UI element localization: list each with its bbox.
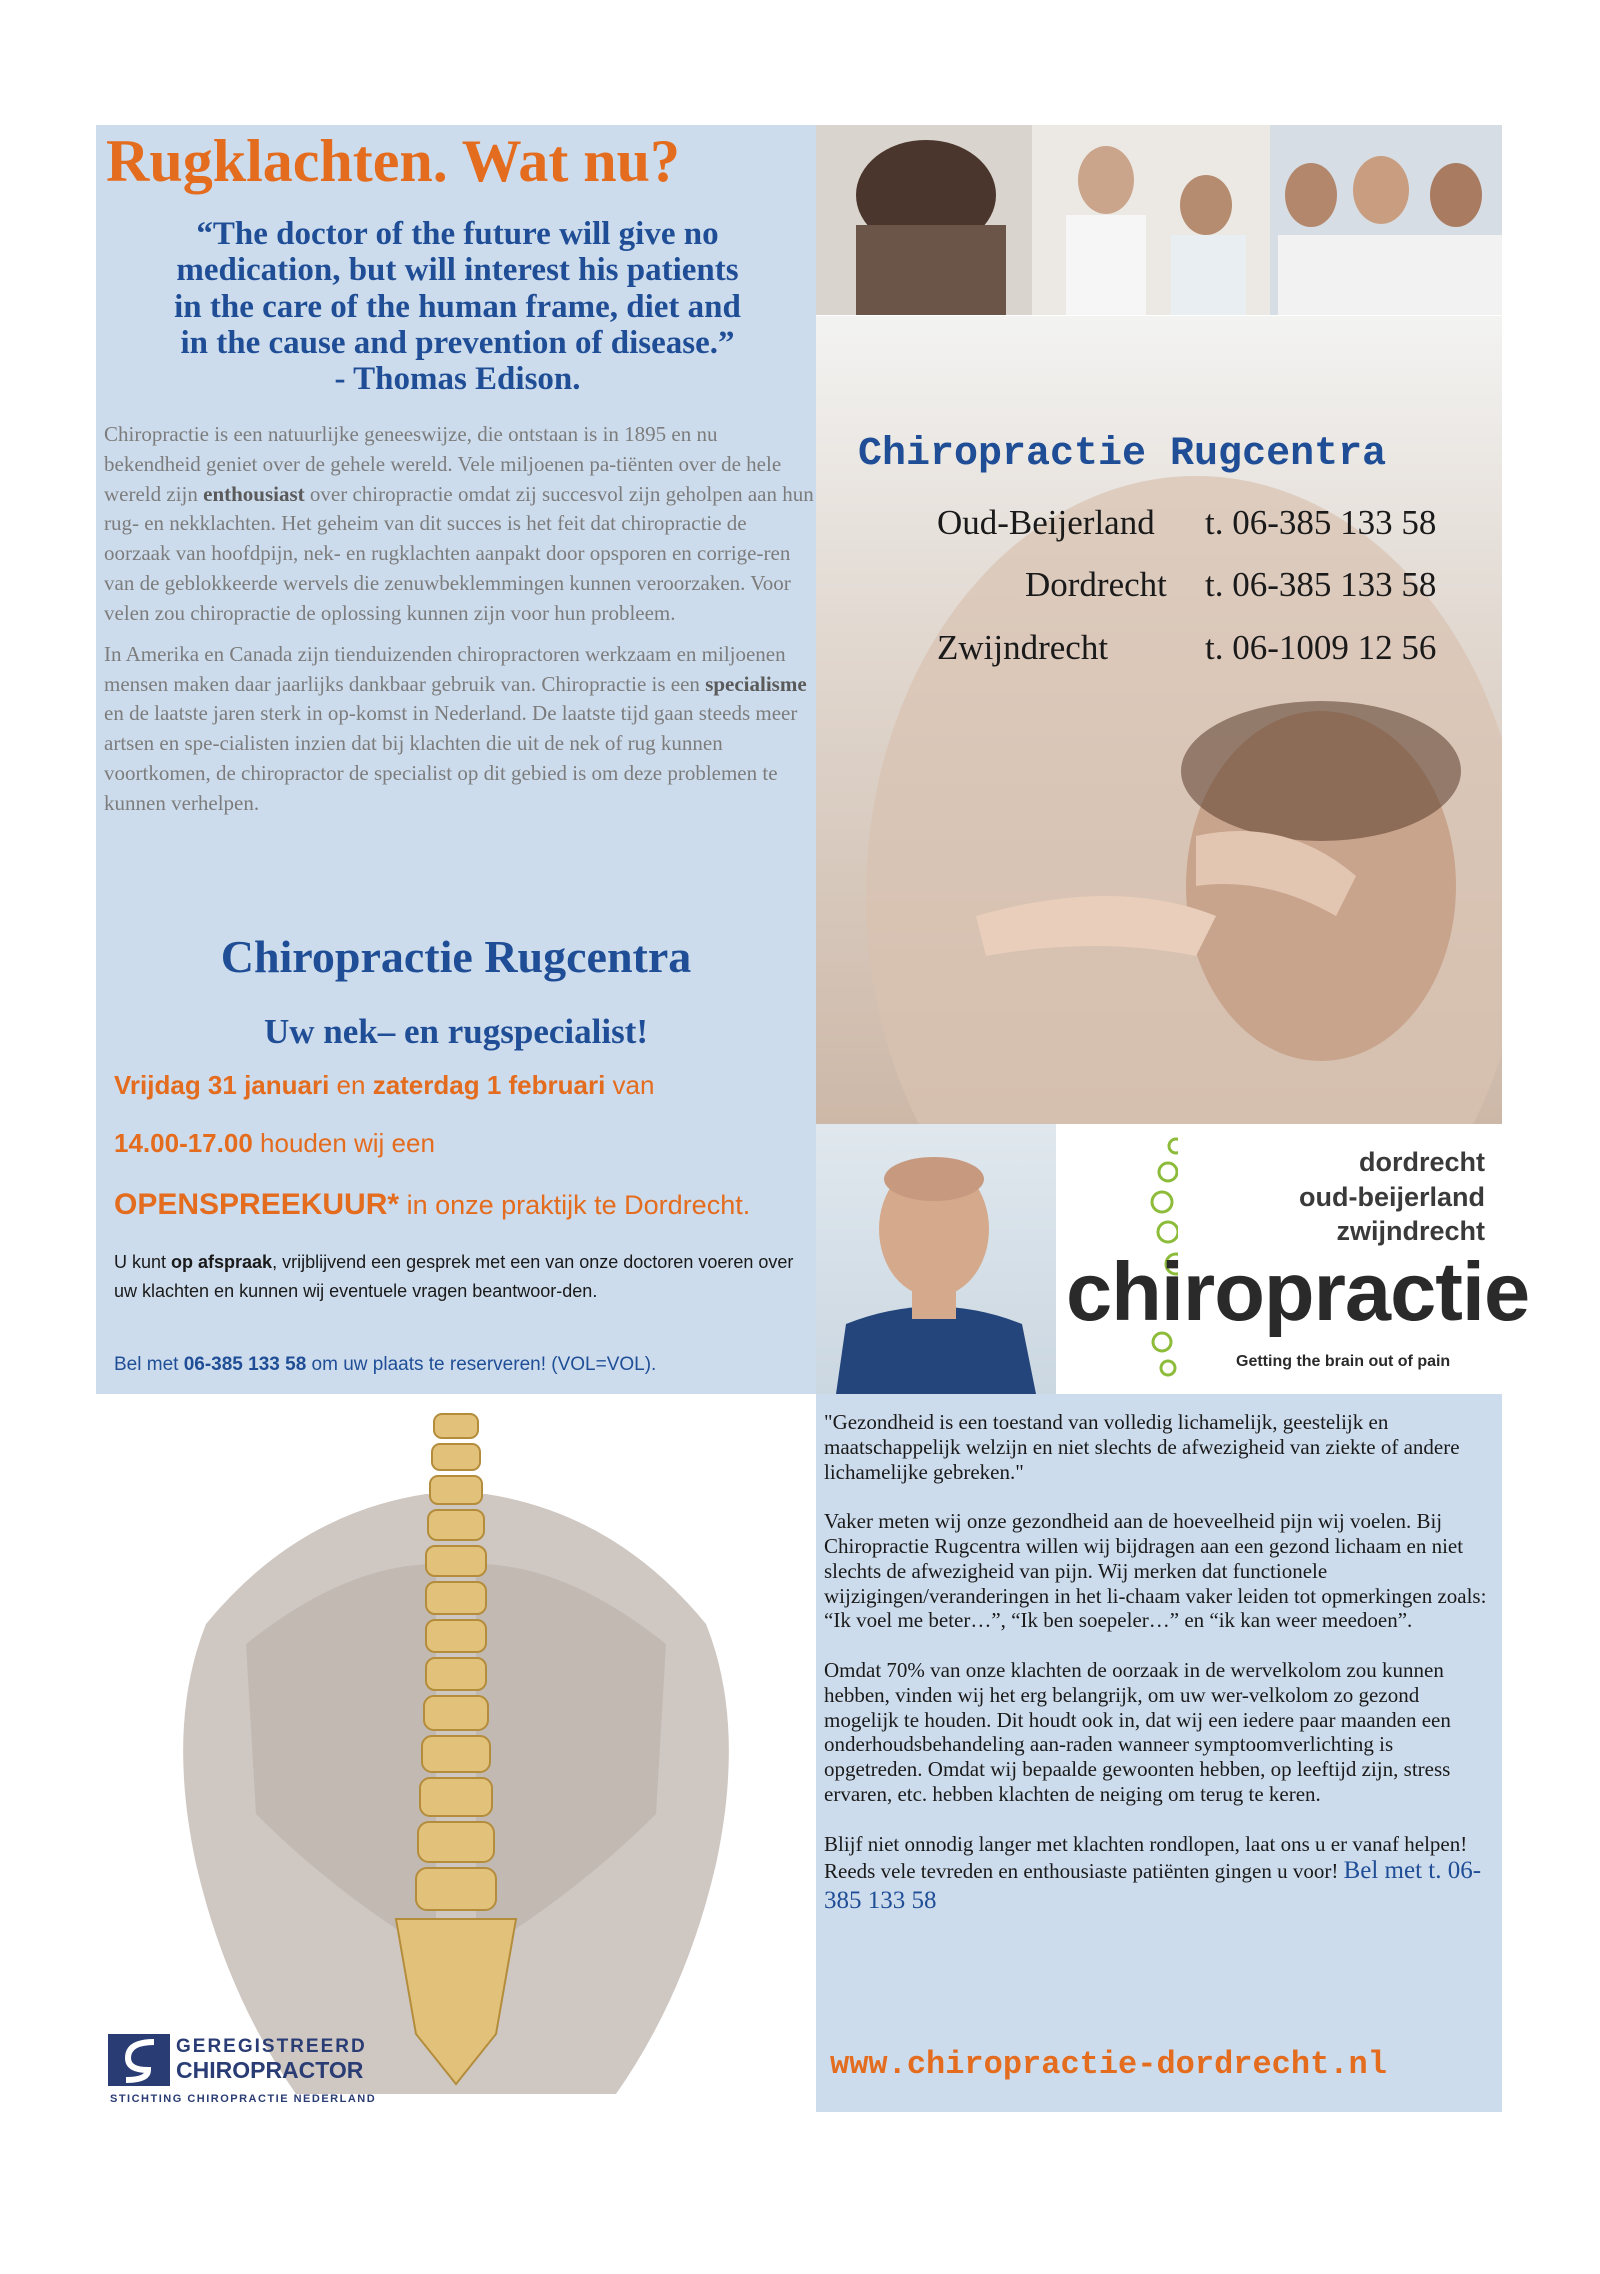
- logo-city: dordrecht: [1358, 1147, 1485, 1177]
- intro-paragraph-1: Chiropractie is een natuurlijke geneeswijze, die ontstaan is in 1895 en nu bekendheid geniet over de gehele wereld. Vele miljoenen pa-tiënten over de hele wereld zijn enthousiast over chiropractie omdat zij succesvol zijn geholpen aan hun rug- en nekklachten. Het geheim van dit succes is het feit dat chiropractie de oorzaak van hoofdpijn, nek- en rugklachten aanpakt door opsporen en corrige-ren van de geblokkeerde wervels die zenuwbeklemmingen kunnen veroorzaken. Voor velen zou chiropractie de oplossing kunnen zijn voor hun probleem.: [104, 422, 814, 625]
- brand-heading: Chiropractie Rugcentra: [220, 931, 692, 982]
- doctor-image: [816, 1124, 1056, 1394]
- event-time: 14.00-17.00 houden wij een: [114, 1128, 435, 1158]
- location-city: Oud-Beijerland: [937, 503, 1155, 542]
- logo-city: oud-beijerland: [1298, 1181, 1485, 1212]
- location-row: [1025, 565, 1480, 605]
- health-paragraph: Omdat 70% van onze klachten de oorzaak in de wervelkolom zou kunnen hebben, vinden wij het erg belangrijk, om uw wer-velkolom zo gezond mogelijk te houden. Dit houdt ook in, dat wij een iedere paar maanden een onderhoudsbehandeling aan-raden wanneer symptoomverlichting is opgetreden. Omdat wij bepaalde gewoonten hebben, op leeftijd zijn, stress ervaren, etc. hebben klachten de neiging om terug te keren.: [824, 1658, 1451, 1806]
- health-paragraph: "Gezondheid is een toestand van volledig lichamelijk, geestelijk en maatschappelijk welzijn en niet slechts de afwezigheid van ziekte of andere lichamelijke gebreken.": [824, 1410, 1460, 1484]
- badge-text: CHIROPRACTOR: [176, 2057, 364, 2083]
- location-phone: t. 06-1009 12 56: [1205, 628, 1437, 667]
- photo-strip: [816, 125, 1502, 315]
- health-paragraph: Vaker meten wij onze gezondheid aan de hoeveelheid pijn wij voelen. Bij Chiropractie Rugcentra willen wij bijdragen aan een gezond lichaam en niet slechts de afwezigheid van pijn. Wij merken dat functionele wijzigingen/veranderingen in het li-chaam vaker leiden tot opmerkingen zoals: “Ik voel me beter…”, “Ik ben soepeler…” en “ik kan weer meedoen”.: [824, 1509, 1487, 1633]
- location-row: [937, 503, 1480, 543]
- page-title: Rugklachten. Wat nu?: [106, 128, 681, 194]
- spine-illustration: [96, 1394, 816, 2112]
- event-openspreekuur: OPENSPREEKUUR* in onze praktijk te Dordrecht.: [114, 1188, 751, 1221]
- location-city: Zwijndrecht: [937, 628, 1109, 667]
- intro-paragraph-2: In Amerika en Canada zijn tienduizenden chiropractoren werkzaam en miljoenen mensen maken daar jaarlijks dankbaar gebruik van. Chiropractie is een specialisme en de laatste jaren sterk in op-komst in Nederland. De laatste tijd gaan steeds meer artsen en spe-cialisten inzien dat bij klachten die uit de nek of rug kunnen voortkomen, de chiropractor de specialist op dit gebied is om deze problemen te kunnen verhelpen.: [104, 641, 807, 815]
- logo-city: zwijndrecht: [1336, 1216, 1485, 1247]
- appointment-text: U kunt op afspraak, vrijblijvend een gesprek met een van onze doctoren voeren over uw klachten en kunnen wij eventuele vragen beantwoor-den.: [114, 1252, 794, 1301]
- badge-subtext: STICHTING CHIROPRACTIE NEDERLAND: [110, 2093, 377, 2105]
- logo-city-list: [1299, 1145, 1485, 1249]
- location-city: Dordrecht: [1025, 565, 1167, 604]
- quote-line: in the cause and prevention of disease.”: [180, 324, 735, 361]
- quote-author: - Thomas Edison.: [334, 361, 581, 398]
- badge-text: GEREGISTREERD: [176, 2036, 367, 2057]
- edison-quote: [100, 216, 815, 397]
- spine-anatomy-image: [96, 1394, 816, 2112]
- quote-line: in the care of the human frame, diet and: [174, 288, 741, 325]
- brand-locations-heading: Chiropractie Rugcentra: [858, 432, 1387, 477]
- logo-wordmark: chiropractie: [1066, 1245, 1530, 1338]
- location-row: [937, 628, 1480, 668]
- reserve-call: Bel met 06-385 133 58 om uw plaats te reserveren! (VOL=VOL).: [114, 1354, 657, 1375]
- registered-badge-mark: [108, 2034, 170, 2091]
- location-phone: t. 06-385 133 58: [1205, 565, 1437, 604]
- doctor-photo: [816, 1124, 1056, 1394]
- photo-strip-image: [816, 125, 1502, 315]
- intro-text: [104, 420, 816, 830]
- call-phone: Bel met t. 06-385 133 58: [824, 1857, 1482, 1914]
- website-url[interactable]: www.chiropractie-dordrecht.nl: [830, 2046, 1387, 2083]
- tagline: Uw nek– en rugspecialist!: [263, 1012, 649, 1051]
- quote-line: “The doctor of the future will give no: [196, 216, 719, 252]
- health-paragraph: Blijf niet onnodig langer met klachten rondlopen, laat ons u er vanaf helpen! Reeds vele tevreden en enthousiaste patiënten gingen u voor! Bel met t. 06-385 133 58: [824, 1831, 1482, 1914]
- registered-chiropractor-icon: [108, 2034, 170, 2086]
- health-text: [824, 1410, 1492, 1940]
- location-phone: t. 06-385 133 58: [1205, 503, 1437, 542]
- logo-slogan: Getting the brain out of pain: [1236, 1353, 1451, 1370]
- quote-line: medication, but will interest his patients: [176, 252, 739, 289]
- event-dates: Vrijdag 31 januari en zaterdag 1 februari van: [114, 1070, 655, 1100]
